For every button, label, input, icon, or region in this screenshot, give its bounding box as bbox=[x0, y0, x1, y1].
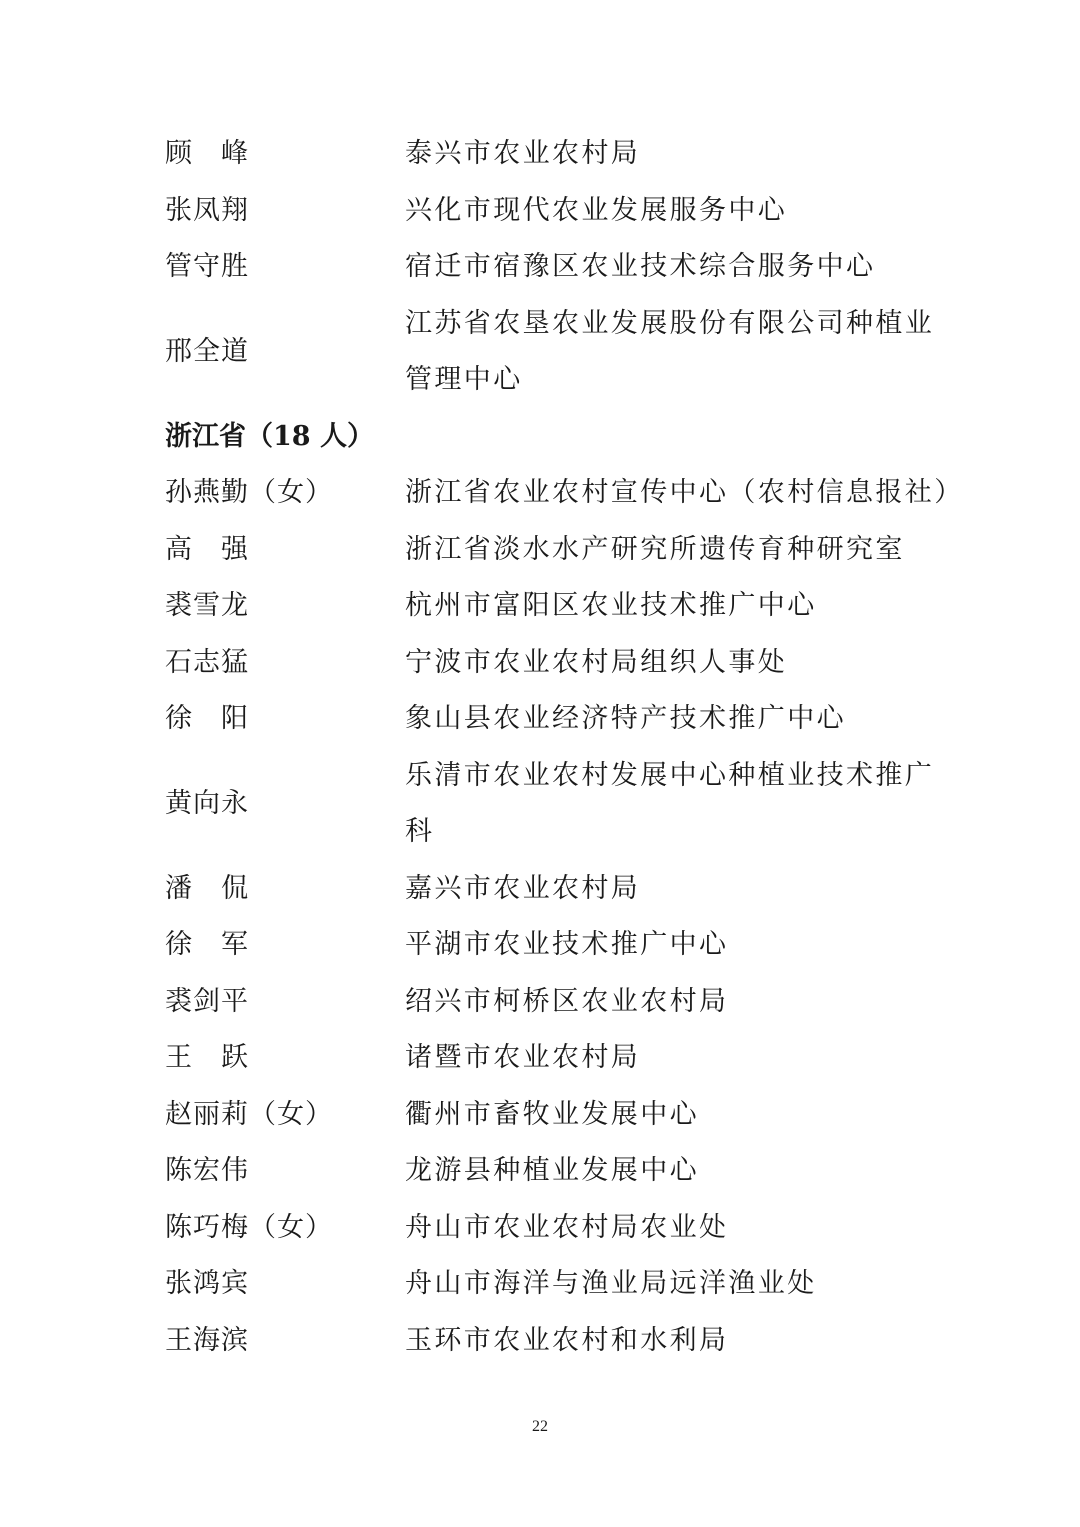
page-number: 22 bbox=[532, 1418, 548, 1435]
organization-line: 杭州市富阳区农业技术推广中心 bbox=[405, 590, 817, 621]
person-name: 孙燕勤（女） bbox=[165, 477, 333, 508]
person-name: 张凤翔 bbox=[165, 194, 249, 226]
person-name: 裘剑平 bbox=[165, 985, 249, 1017]
organization-line: 舟山市海洋与渔业局远洋渔业处 bbox=[405, 1268, 817, 1299]
person-name: 徐 阳 bbox=[165, 703, 249, 734]
organization-line: 象山县农业经济特产技术推广中心 bbox=[405, 703, 846, 734]
person-name: 徐 军 bbox=[165, 929, 249, 960]
person-name: 黄向永 bbox=[165, 787, 249, 819]
person-name: 顾 峰 bbox=[165, 138, 249, 169]
organization-line: 泰兴市农业农村局 bbox=[405, 138, 641, 169]
organization-line: 兴化市现代农业发展服务中心 bbox=[405, 194, 788, 226]
person-name: 陈巧梅（女） bbox=[165, 1211, 333, 1243]
organization-line: 宿迁市宿豫区农业技术综合服务中心 bbox=[405, 251, 876, 282]
organization-line: 龙游县种植业发展中心 bbox=[405, 1155, 699, 1186]
organization-line: 诸暨市农业农村局 bbox=[405, 1042, 641, 1073]
organization-line: 舟山市农业农村局农业处 bbox=[405, 1211, 729, 1243]
organization-line: 浙江省农业农村宣传中心（农村信息报社） bbox=[405, 477, 964, 508]
organization-line: 宁波市农业农村局组织人事处 bbox=[405, 646, 788, 678]
person-name: 潘 侃 bbox=[165, 872, 249, 904]
organization-line: 浙江省淡水水产研究所遗传育种研究室 bbox=[405, 533, 905, 565]
organization-line: 玉环市农业农村和水利局 bbox=[405, 1324, 729, 1356]
organization-line: 管理中心 bbox=[405, 364, 523, 395]
organization-line: 绍兴市柯桥区农业农村局 bbox=[405, 985, 729, 1017]
person-name: 裘雪龙 bbox=[165, 590, 249, 621]
person-name: 王海滨 bbox=[165, 1324, 249, 1356]
person-name: 赵丽莉（女） bbox=[165, 1098, 333, 1130]
organization-line: 嘉兴市农业农村局 bbox=[405, 872, 641, 904]
organization-line: 乐清市农业农村发展中心种植业技术推广 bbox=[405, 759, 935, 791]
person-name: 高 强 bbox=[165, 533, 249, 565]
organization-line: 平湖市农业技术推广中心 bbox=[405, 929, 729, 960]
person-name: 石志猛 bbox=[165, 646, 249, 678]
person-name: 管守胜 bbox=[165, 251, 249, 282]
organization-line: 江苏省农垦农业发展股份有限公司种植业 bbox=[405, 307, 935, 339]
person-name: 张鸿宾 bbox=[165, 1268, 249, 1299]
section-heading-zhejiang: 浙江省（18 人） bbox=[165, 420, 374, 452]
organization-line: 科 bbox=[405, 816, 435, 847]
person-name: 邢全道 bbox=[165, 335, 249, 367]
person-name: 陈宏伟 bbox=[165, 1155, 249, 1186]
person-name: 王 跃 bbox=[165, 1042, 249, 1073]
organization-line: 衢州市畜牧业发展中心 bbox=[405, 1098, 699, 1130]
